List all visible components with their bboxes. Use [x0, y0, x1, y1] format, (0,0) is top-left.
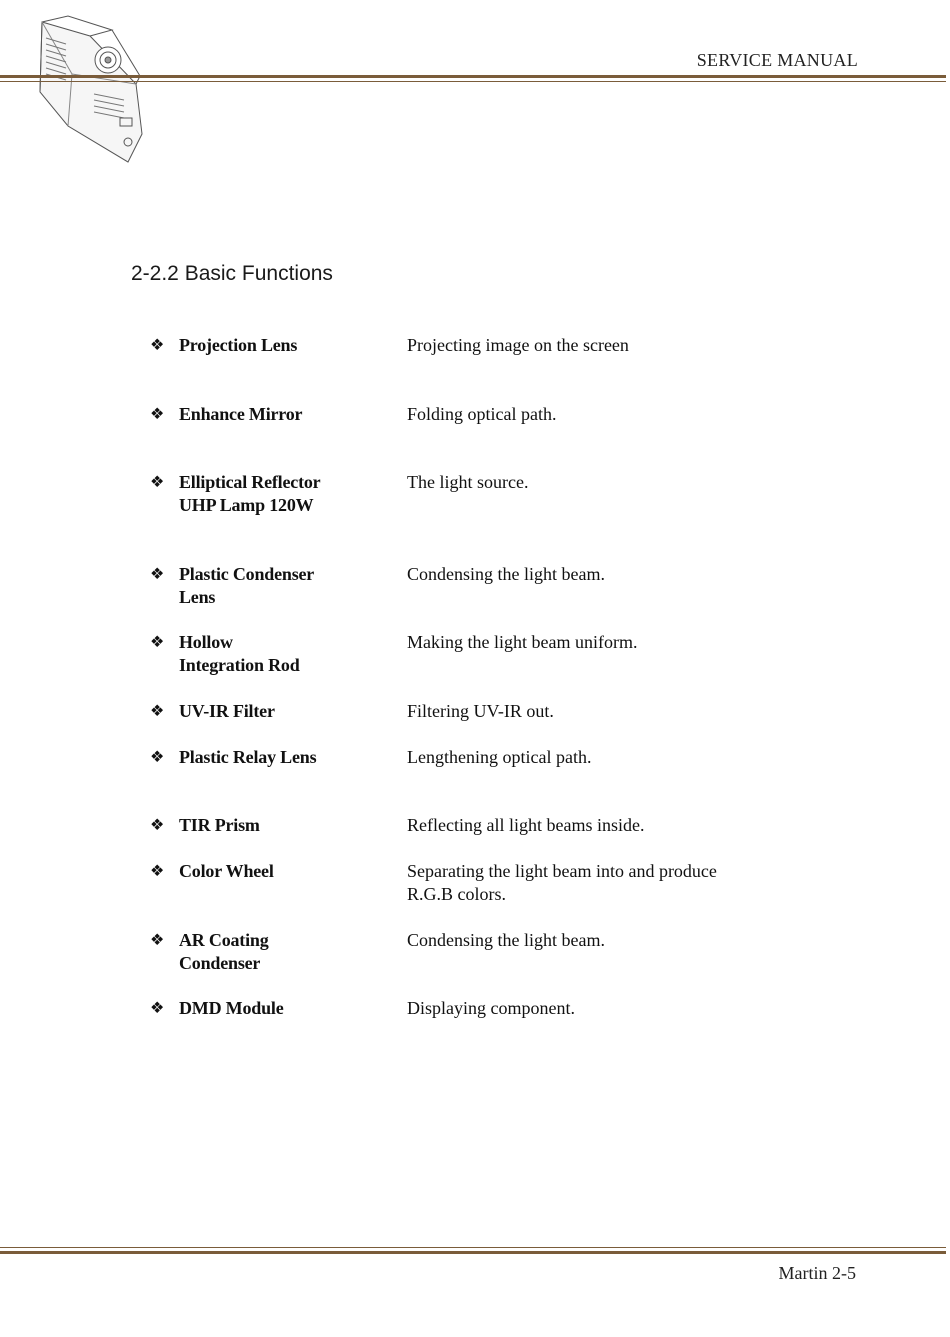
component-name: Plastic Relay Lens — [179, 747, 317, 767]
diamond-bullet-icon: ❖ — [150, 1000, 165, 1017]
component-function: The light source. — [407, 472, 529, 492]
component-name: Enhance Mirror — [179, 404, 303, 424]
component-name: AR Coating Condenser — [179, 930, 269, 973]
diamond-bullet-icon: ❖ — [150, 863, 165, 880]
component-name: Color Wheel — [179, 861, 274, 881]
component-name: Projection Lens — [179, 335, 298, 355]
footer-rule-thin — [0, 1247, 946, 1248]
diamond-bullet-icon: ❖ — [150, 474, 165, 491]
component-function: Separating the light beam into and produce R.G.B colors. — [407, 861, 717, 904]
component-name: DMD Module — [179, 998, 284, 1018]
section-title: 2-2.2 Basic Functions — [131, 262, 333, 285]
component-function: Making the light beam uniform. — [407, 632, 638, 652]
diamond-bullet-icon: ❖ — [150, 406, 165, 423]
diamond-bullet-icon: ❖ — [150, 566, 165, 583]
page-number: Martin 2-5 — [778, 1263, 856, 1283]
header-rule — [0, 75, 946, 78]
projector-illustration — [28, 14, 154, 166]
diamond-bullet-icon: ❖ — [150, 337, 165, 354]
component-name: TIR Prism — [179, 815, 260, 835]
component-function: Lengthening optical path. — [407, 747, 592, 767]
component-function: Displaying component. — [407, 998, 575, 1018]
diamond-bullet-icon: ❖ — [150, 749, 165, 766]
header-title: SERVICE MANUAL — [696, 50, 858, 70]
diamond-bullet-icon: ❖ — [150, 634, 165, 651]
component-name: Hollow Integration Rod — [179, 632, 300, 675]
diamond-bullet-icon: ❖ — [150, 817, 165, 834]
footer-rule — [0, 1251, 946, 1254]
component-function: Reflecting all light beams inside. — [407, 815, 645, 835]
diamond-bullet-icon: ❖ — [150, 703, 165, 720]
component-function: Projecting image on the screen — [407, 335, 629, 355]
component-function: Folding optical path. — [407, 404, 557, 424]
component-function: Filtering UV-IR out. — [407, 701, 554, 721]
component-name: Plastic Condenser Lens — [179, 564, 315, 607]
header-rule-thin — [0, 81, 946, 82]
component-function: Condensing the light beam. — [407, 930, 605, 950]
component-name: Elliptical Reflector UHP Lamp 120W — [179, 472, 321, 515]
component-function: Condensing the light beam. — [407, 564, 605, 584]
diamond-bullet-icon: ❖ — [150, 932, 165, 949]
component-name: UV-IR Filter — [179, 701, 275, 721]
